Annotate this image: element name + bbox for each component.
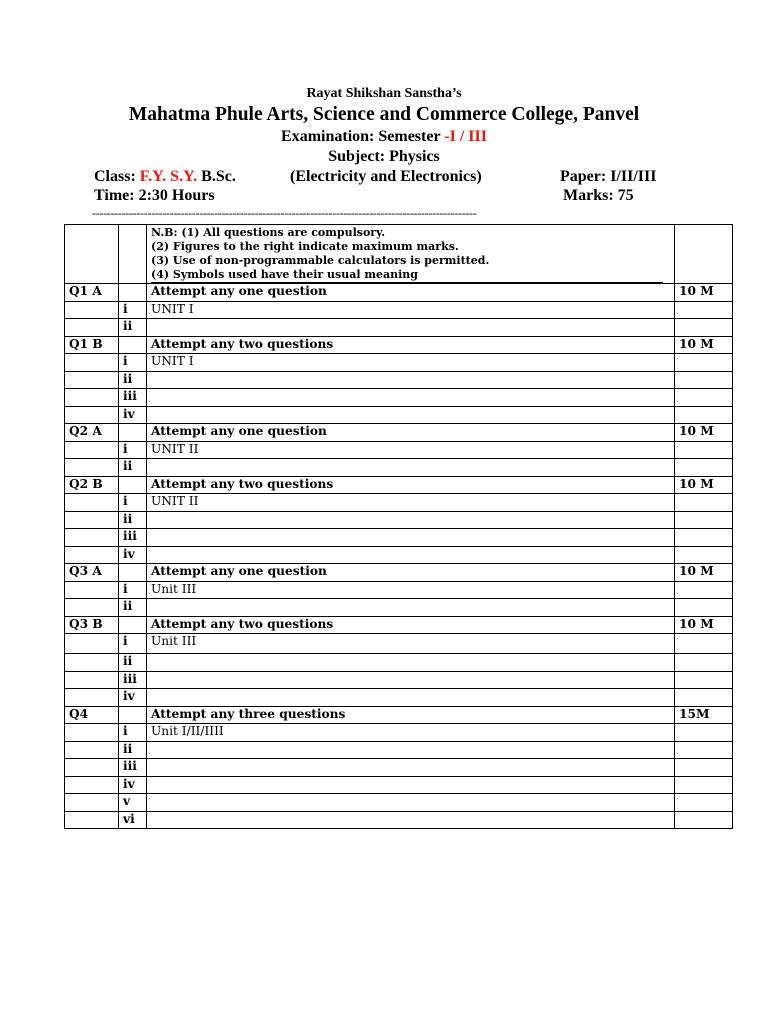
marks-cell xyxy=(675,511,733,529)
question-row xyxy=(65,689,733,707)
marks-cell: 10 M xyxy=(675,336,733,354)
question-text-cell: Attempt any one question xyxy=(147,284,675,302)
class-value: F.Y. S.Y. xyxy=(139,168,198,185)
examination-line xyxy=(0,128,768,146)
marks-cell xyxy=(675,389,733,407)
marks-cell xyxy=(675,794,733,812)
question-row xyxy=(65,284,733,302)
marks-cell xyxy=(675,599,733,617)
notes-row xyxy=(65,225,733,284)
question-text-cell: UNIT I xyxy=(147,301,675,319)
sub-question-cell: iii xyxy=(119,671,147,689)
marks-cell xyxy=(675,724,733,742)
question-number-cell xyxy=(65,406,119,424)
sub-question-cell: ii xyxy=(119,741,147,759)
question-text-cell: Attempt any three questions xyxy=(147,706,675,724)
question-text-cell xyxy=(147,529,675,547)
question-row xyxy=(65,494,733,512)
question-text-cell xyxy=(147,371,675,389)
sub-question-cell: iv xyxy=(119,689,147,707)
question-row xyxy=(65,424,733,442)
question-text-cell: Unit III xyxy=(147,634,675,654)
sub-question-cell xyxy=(119,336,147,354)
question-text-cell xyxy=(147,671,675,689)
question-text-cell: Attempt any one question xyxy=(147,564,675,582)
sub-question-cell xyxy=(119,424,147,442)
marks-cell xyxy=(675,759,733,777)
question-text-cell xyxy=(147,776,675,794)
marks-cell: 10 M xyxy=(675,476,733,494)
sub-question-cell: i xyxy=(119,441,147,459)
marks-cell xyxy=(675,494,733,512)
question-number-cell xyxy=(65,301,119,319)
question-text-cell: Attempt any two questions xyxy=(147,336,675,354)
question-number-cell xyxy=(65,671,119,689)
question-row xyxy=(65,811,733,829)
sub-question-cell: ii xyxy=(119,599,147,617)
question-number-cell xyxy=(65,354,119,372)
question-text-cell: Unit I/II/IIII xyxy=(147,724,675,742)
question-row xyxy=(65,616,733,634)
divider-line: -------------------------------------------------------------------------------------------------------- xyxy=(92,206,477,220)
notes-sub-cell xyxy=(119,225,147,284)
class-label: Class: xyxy=(94,168,140,185)
question-number-cell xyxy=(65,634,119,654)
question-row xyxy=(65,441,733,459)
question-text-cell xyxy=(147,794,675,812)
question-text-cell xyxy=(147,511,675,529)
note-4: (4) Symbols used have their usual meaning xyxy=(151,268,663,283)
question-text-cell xyxy=(147,811,675,829)
class-degree: B.Sc. xyxy=(197,168,236,185)
marks-cell xyxy=(675,354,733,372)
question-row xyxy=(65,654,733,672)
examination-label: Examination: Semester xyxy=(281,128,445,145)
question-number-cell xyxy=(65,741,119,759)
question-number-cell xyxy=(65,654,119,672)
question-number-cell xyxy=(65,546,119,564)
marks-cell xyxy=(675,546,733,564)
question-row xyxy=(65,546,733,564)
notes-marks-cell xyxy=(675,225,733,284)
marks-cell: 10 M xyxy=(675,564,733,582)
sub-question-cell xyxy=(119,284,147,302)
question-row xyxy=(65,371,733,389)
class-line xyxy=(94,168,236,186)
question-row xyxy=(65,564,733,582)
question-row xyxy=(65,459,733,477)
sub-question-cell: iii xyxy=(119,759,147,777)
marks-cell xyxy=(675,671,733,689)
sub-question-cell: ii xyxy=(119,319,147,337)
marks-cell xyxy=(675,811,733,829)
question-number-cell: Q1 A xyxy=(65,284,119,302)
marks-line: Marks: 75 xyxy=(563,187,634,204)
question-text-cell xyxy=(147,654,675,672)
question-number-cell xyxy=(65,529,119,547)
marks-cell xyxy=(675,529,733,547)
question-number-cell xyxy=(65,759,119,777)
question-text-cell xyxy=(147,546,675,564)
question-text-cell: Attempt any one question xyxy=(147,424,675,442)
question-number-cell: Q2 B xyxy=(65,476,119,494)
marks-cell xyxy=(675,406,733,424)
notes-q-cell xyxy=(65,225,119,284)
note-1: N.B: (1) All questions are compulsory. xyxy=(151,226,386,239)
question-text-cell xyxy=(147,599,675,617)
marks-cell: 15M xyxy=(675,706,733,724)
sub-question-cell xyxy=(119,476,147,494)
question-text-cell: UNIT I xyxy=(147,354,675,372)
sub-question-cell: i xyxy=(119,494,147,512)
paper-line: Paper: I/II/III xyxy=(560,168,657,185)
question-row xyxy=(65,529,733,547)
question-number-cell xyxy=(65,794,119,812)
question-text-cell: Attempt any two questions xyxy=(147,476,675,494)
sub-question-cell xyxy=(119,564,147,582)
question-text-cell xyxy=(147,689,675,707)
question-number-cell xyxy=(65,511,119,529)
question-number-cell: Q3 A xyxy=(65,564,119,582)
marks-cell: 10 M xyxy=(675,284,733,302)
question-number-cell xyxy=(65,811,119,829)
question-row xyxy=(65,671,733,689)
notes-cell xyxy=(147,225,675,284)
sub-question-cell xyxy=(119,706,147,724)
question-number-cell: Q1 B xyxy=(65,336,119,354)
college-name: Mahatma Phule Arts, Science and Commerce College, Panvel xyxy=(128,104,640,125)
question-text-cell xyxy=(147,406,675,424)
question-row xyxy=(65,354,733,372)
question-number-cell: Q3 B xyxy=(65,616,119,634)
marks-cell xyxy=(675,371,733,389)
question-text-cell xyxy=(147,741,675,759)
note-2: (2) Figures to the right indicate maximum marks. xyxy=(151,240,459,253)
sub-question-cell: i xyxy=(119,724,147,742)
question-row xyxy=(65,776,733,794)
sub-question-cell: iii xyxy=(119,529,147,547)
sub-question-cell: ii xyxy=(119,459,147,477)
question-number-cell xyxy=(65,494,119,512)
sub-question-cell: i xyxy=(119,634,147,654)
question-number-cell xyxy=(65,689,119,707)
sub-question-cell: v xyxy=(119,794,147,812)
marks-cell: 10 M xyxy=(675,424,733,442)
question-row xyxy=(65,724,733,742)
question-number-cell xyxy=(65,599,119,617)
sub-question-cell: iii xyxy=(119,389,147,407)
marks-cell: 10 M xyxy=(675,616,733,634)
marks-cell xyxy=(675,741,733,759)
marks-cell xyxy=(675,634,733,654)
sub-question-cell: iv xyxy=(119,776,147,794)
marks-cell xyxy=(675,776,733,794)
sub-question-cell: iv xyxy=(119,546,147,564)
question-text-cell xyxy=(147,759,675,777)
question-text-cell xyxy=(147,319,675,337)
marks-cell xyxy=(675,459,733,477)
sub-question-cell: ii xyxy=(119,511,147,529)
question-text-cell: Attempt any two questions xyxy=(147,616,675,634)
question-text-cell xyxy=(147,459,675,477)
question-row xyxy=(65,599,733,617)
question-text-cell: UNIT II xyxy=(147,441,675,459)
sub-question-cell: i xyxy=(119,581,147,599)
question-row xyxy=(65,301,733,319)
question-number-cell xyxy=(65,581,119,599)
sub-question-cell: iv xyxy=(119,406,147,424)
question-row xyxy=(65,406,733,424)
marks-cell xyxy=(675,654,733,672)
time-line: Time: 2:30 Hours xyxy=(94,187,215,204)
question-text-cell: Unit III xyxy=(147,581,675,599)
question-number-cell xyxy=(65,459,119,477)
sub-question-cell: i xyxy=(119,354,147,372)
question-row xyxy=(65,336,733,354)
sub-question-cell: vi xyxy=(119,811,147,829)
question-number-cell xyxy=(65,371,119,389)
question-number-cell xyxy=(65,441,119,459)
question-text-cell xyxy=(147,389,675,407)
sub-question-cell: ii xyxy=(119,371,147,389)
question-number-cell xyxy=(65,776,119,794)
question-row xyxy=(65,581,733,599)
marks-cell xyxy=(675,319,733,337)
sub-question-cell: ii xyxy=(119,654,147,672)
subject-title: (Electricity and Electronics) xyxy=(290,168,482,185)
semester-value: -I / III xyxy=(444,128,487,145)
question-row xyxy=(65,389,733,407)
marks-cell xyxy=(675,689,733,707)
sanstha-name: Rayat Shikshan Sanstha’s xyxy=(306,86,462,101)
question-row xyxy=(65,634,733,654)
question-row xyxy=(65,741,733,759)
marks-cell xyxy=(675,581,733,599)
sub-question-cell xyxy=(119,616,147,634)
marks-cell xyxy=(675,301,733,319)
question-table xyxy=(64,224,733,829)
question-row xyxy=(65,794,733,812)
question-text-cell: UNIT II xyxy=(147,494,675,512)
question-number-cell xyxy=(65,724,119,742)
question-row xyxy=(65,511,733,529)
question-number-cell: Q2 A xyxy=(65,424,119,442)
question-row xyxy=(65,759,733,777)
marks-cell xyxy=(675,441,733,459)
sub-question-cell: i xyxy=(119,301,147,319)
question-number-cell xyxy=(65,389,119,407)
note-3: (3) Use of non-programmable calculators is permitted. xyxy=(151,254,490,267)
question-number-cell xyxy=(65,319,119,337)
question-row xyxy=(65,476,733,494)
question-row xyxy=(65,706,733,724)
question-number-cell: Q4 xyxy=(65,706,119,724)
question-row xyxy=(65,319,733,337)
subject-line: Subject: Physics xyxy=(328,148,440,165)
